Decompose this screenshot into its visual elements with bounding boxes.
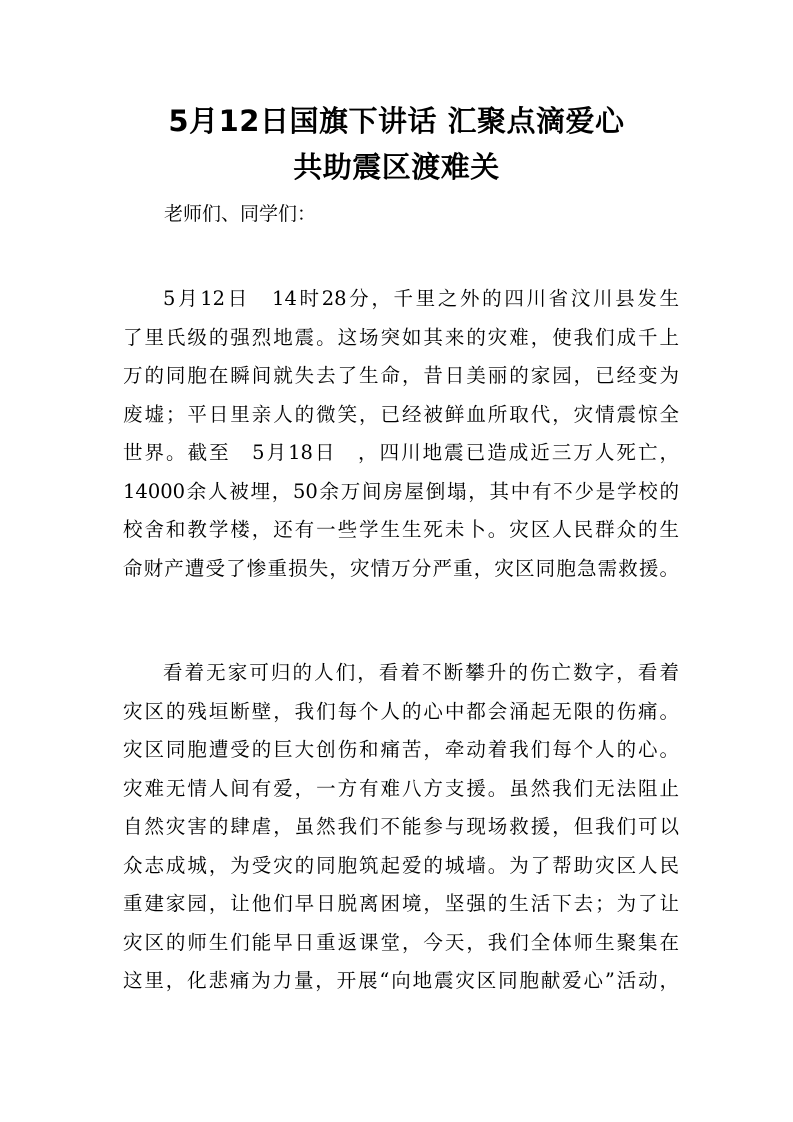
paragraph-line: 世界。截至 5月18日 ，四川地震已造成近三万人死亡， [123,441,679,464]
paragraph-line: 校舍和教学楼，还有一些学生生死未卜。灾区人民群众的生 [123,518,679,541]
document-title [60,98,733,190]
title-line-1: 5月12日国旗下讲话 汇聚点滴爱心 [168,104,625,138]
paragraph-line: 了里氏级的强烈地震。这场突如其来的灾难，使我们成千上 [123,325,679,349]
salutation: 老师们、同学们： [164,203,317,225]
paragraph-line: 废墟；平日里亲人的微笑，已经被鲜血所取代，灾情震惊全 [123,402,679,426]
paragraph-line: 灾区的师生们能早日重返课堂，今天，我们全体师生聚集在 [123,930,679,954]
paragraph-line: 自然灾害的肆虐，虽然我们不能参与现场救援，但我们可以 [123,815,679,838]
paragraph-line: 灾区的残垣断壁，我们每个人的心中都会涌起无限的伤痛。 [123,699,679,723]
paragraph-line: 万的同胞在瞬间就失去了生命，昔日美丽的家园，已经变为 [123,364,679,387]
paragraph-line: 5月12日 14时28分，千里之外的四川省汶川县发生 [163,287,679,310]
paragraph-1 [123,280,679,588]
paragraph-line: 看着无家可归的人们，看着不断攀升的伤亡数字，看着 [163,661,679,684]
paragraph-line: 众志成城，为受灾的同胞筑起爱的城墙。为了帮助灾区人民 [123,853,679,877]
paragraph-line: 灾难无情人间有爱，一方有难八方支援。虽然我们无法阻止 [123,776,679,800]
paragraph-line: 14000余人被埋，50余万间房屋倒塌，其中有不少是学校的 [123,479,679,503]
paragraph-line: 这里，化悲痛为力量，开展“向地震灾区同胞献爱心”活动， [123,969,679,992]
paragraph-line: 重建家园，让他们早日脱离困境，坚强的生活下去；为了让 [123,892,679,915]
paragraph-line: 命财产遭受了惨重损失，灾情万分严重，灾区同胞急需救援。 [123,556,679,580]
title-line-2: 共助震区渡难关 [293,150,500,184]
paragraph-line: 灾区同胞遭受的巨大创伤和痛苦，牵动着我们每个人的心。 [123,738,679,761]
paragraph-2 [123,654,679,1001]
